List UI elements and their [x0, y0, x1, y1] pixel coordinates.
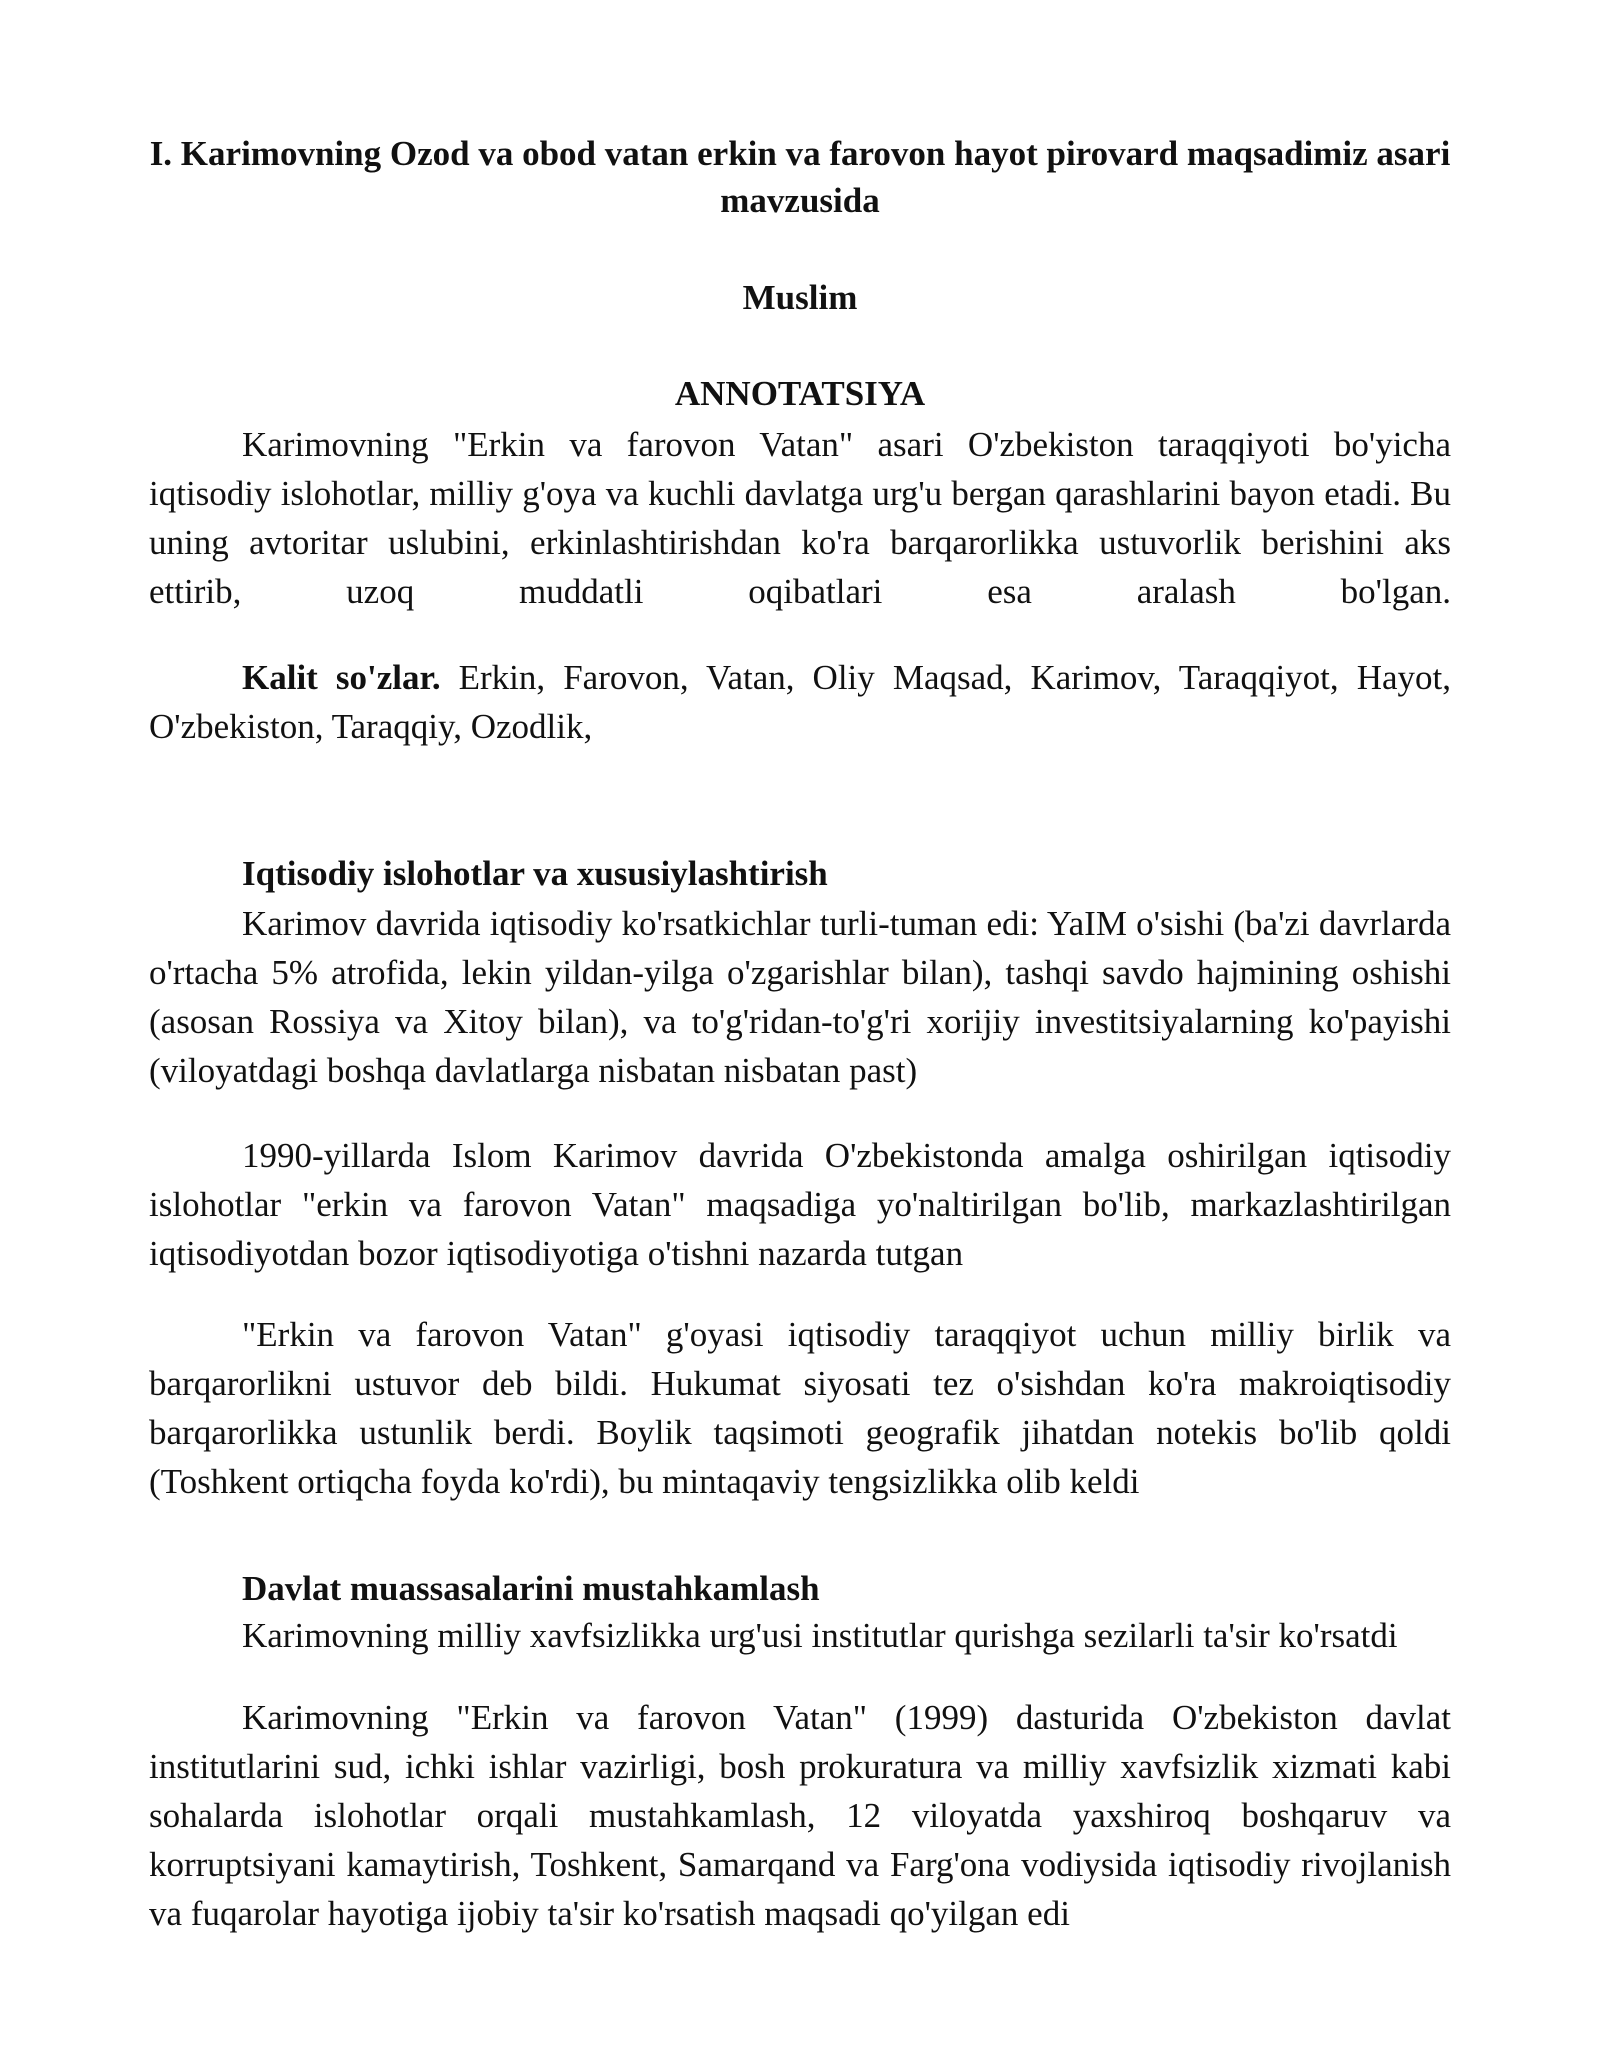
section2-paragraph-1: Karimovning milliy xavfsizlikka urg'usi institutlar qurishga sezilarli ta'sir ko'rsatdi: [242, 1616, 1398, 1655]
section-heading-economic-reforms: Iqtisodiy islohotlar va xususiylashtirish: [242, 854, 828, 893]
document-title: I. Karimovning Ozod va obod vatan erkin va farovon hayot pirovard maqsadimiz asari mavzusida: [149, 134, 1451, 220]
abstract-paragraph: Karimovning "Erkin va farovon Vatan" asari O'zbekiston taraqqiyoti bo'yicha iqtisodiy islohotlar, milliy g'oya va kuchli davlatga urg'u bergan qarashlarini bayon etadi. Bu uning avtoritar uslubini, erkinlashtirishdan ko'ra barqarorlikka ustuvorlik berishini aks ettirib, uzoq muddatli oqibatlari esa aralash bo'lgan.: [149, 425, 1451, 611]
abstract-heading: ANNOTATSIYA: [674, 374, 926, 413]
keywords-label: Kalit so'zlar.: [242, 658, 441, 697]
author-name: Muslim: [742, 278, 858, 317]
section2-paragraph-2: Karimovning "Erkin va farovon Vatan" (1999) dasturida O'zbekiston davlat institutlarini sud, ichki ishlar vazirligi, bosh prokuratura va milliy xavfsizlik xizmati kabi sohalarda islohotlar orqali mustahkamlash, 12 viloyatda yaxshiroq boshqaruv va korruptsiyani kamaytirish, Toshkent, Samarqand va Farg'ona vodiysida iqtisodiy rivojlanish va fuqarolar hayotiga ijobiy ta'sir ko'rsatish maqsadi qo'yilgan edi: [149, 1698, 1451, 1933]
section1-paragraph-1: Karimov davrida iqtisodiy ko'rsatkichlar turli-tuman edi: YaIM o'sishi (ba'zi davrlarda o'rtacha 5% atrofida, lekin yildan-yilga o'zgarishlar bilan), tashqi savdo hajmining oshishi (asosan Rossiya va Xitoy bilan), va to'g'ridan-to'g'ri xorijiy investitsiyalarning ko'payishi (viloyatdagi boshqa davlatlarga nisbatan nisbatan past): [149, 904, 1451, 1090]
keywords-paragraph: [149, 653, 1451, 751]
section1-paragraph-3: "Erkin va farovon Vatan" g'oyasi iqtisodiy taraqqiyot uchun milliy birlik va barqarorlikni ustuvor deb bildi. Hukumat siyosati tez o'sishdan ko'ra makroiqtisodiy barqarorlikka ustunlik berdi. Boylik taqsimoti geografik jihatdan notekis bo'lib qoldi (Toshkent ortiqcha foyda ko'rdi), bu mintaqaviy tengsizlikka olib keldi: [149, 1315, 1451, 1501]
keywords-text: Erkin, Farovon, Vatan, Oliy Maqsad, Karimov, Taraqqiyot, Hayot, O'zbekiston, Taraqqiy, Ozodlik,: [149, 658, 1451, 746]
section-heading-state-institutions: Davlat muassasalarini mustahkamlash: [242, 1569, 820, 1608]
section1-paragraph-2: 1990-yillarda Islom Karimov davrida O'zbekistonda amalga oshirilgan iqtisodiy islohotlar "erkin va farovon Vatan" maqsadiga yo'naltirilgan bo'lib, markazlashtirilgan iqtisodiyotdan bozor iqtisodiyotiga o'tishni nazarda tutgan: [149, 1136, 1451, 1273]
